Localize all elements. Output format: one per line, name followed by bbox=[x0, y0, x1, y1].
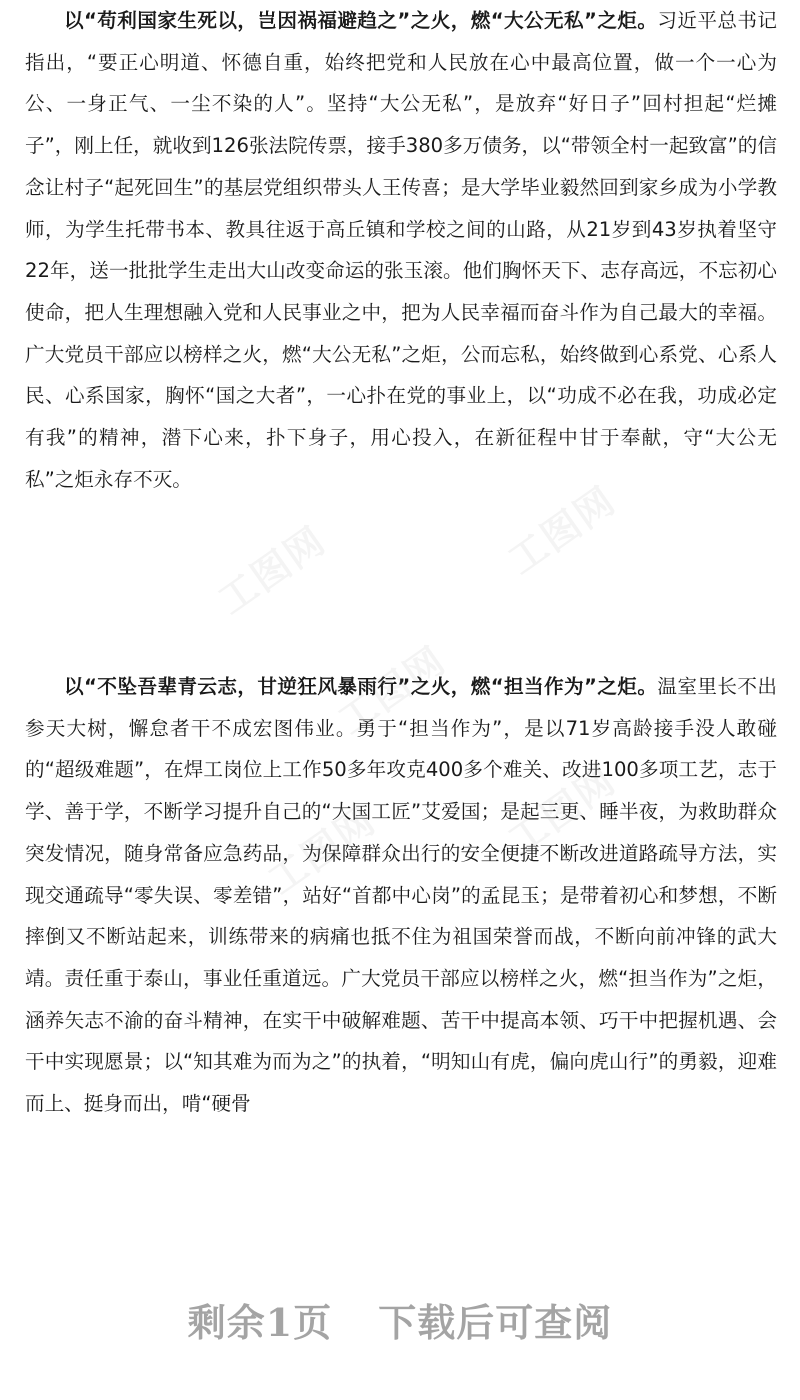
download-banner[interactable] bbox=[0, 1295, 800, 1351]
watermark: 工图网 bbox=[260, 797, 384, 903]
remaining-pages-label: 剩余1页 bbox=[187, 1300, 333, 1345]
watermark: 工图网 bbox=[330, 637, 454, 743]
watermark: 工图网 bbox=[210, 517, 334, 623]
paragraph-2-body: 温室里长不出参天大树，懈怠者干不成宏图伟业。勇于“担当作为”，是以71岁高龄接手没人敢碰的“超级难题”，在焊工岗位上工作50多年攻克400多个难关、改进100多项工艺，志于学、善于学，不断学习提升自己的“大国工匠”艾爱国；是起三更、睡半夜，为救助群众突发情况，随身常备应急药品，为保障群众出行的安全便捷不断改进道路疏导方法，实现交通疏导“零失误、零差错”，站好“首都中心岗”的孟昆玉；是带着初心和梦想，不断摔倒又不断站起来，训练带来的病痛也抵不住为祖国荣誉而战，不断向前冲锋的武大靖。责任重于泰山，事业任重道远。广大党员干部应以榜样之火，燃“担当作为”之炬，涵养矢志不渝的奋斗精神，在实干中破解难题、苦干中提高本领、巧干中把握机遇、会干中实现愿景；以“知其难为而为之”的执着，“明知山有虎，偏向虎山行”的勇毅，迎难而上、挺身而出，啃“硬骨 bbox=[25, 675, 778, 1116]
watermark: 工图网 bbox=[500, 477, 624, 583]
paragraph-1 bbox=[25, 0, 777, 500]
paragraph-2-lead: 以“不坠吾辈青云志，甘逆狂风暴雨行”之火，燃“担当作为”之炬。 bbox=[64, 675, 658, 698]
paragraph-2 bbox=[25, 666, 777, 1125]
download-to-view-link[interactable]: 下载后可查阅 bbox=[378, 1300, 613, 1345]
paragraph-1-body: 习近平总书记指出，“要正心明道、怀德自重，始终把党和人民放在心中最高位置，做一个一心为公、一身正气、一尘不染的人”。坚持“大公无私”，是放弃“好日子”回村担起“烂摊子”，刚上任，就收到126张法院传票，接手380多万债务，以“带领全村一起致富”的信念让村子“起死回生”的基层党组织带头人王传喜；是大学毕业毅然回到家乡成为小学教师，为学生托带书本、教具往返于高丘镇和学校之间的山路，从21岁到43岁执着坚守22年，送一批批学生走出大山改变命运的张玉滚。他们胸怀天下、志存高远，不忘初心使命，把人生理想融入党和人民事业之中，把为人民幸福而奋斗作为自己最大的幸福。广大党员干部应以榜样之火，燃“大公无私”之炬，公而忘私，始终做到心系党、心系人民、心系国家，胸怀“国之大者”，一心扑在党的事业上，以“功成不必在我，功成必定有我”的精神，潜下心来，扑下身子，用心投入，在新征程中甘于奉献，守“大公无私”之炬永存不灭。 bbox=[25, 9, 778, 491]
watermark: 工图网 bbox=[500, 757, 624, 863]
paragraph-1-lead: 以“苟利国家生死以，岂因祸福避趋之”之火，燃“大公无私”之炬。 bbox=[64, 9, 658, 32]
